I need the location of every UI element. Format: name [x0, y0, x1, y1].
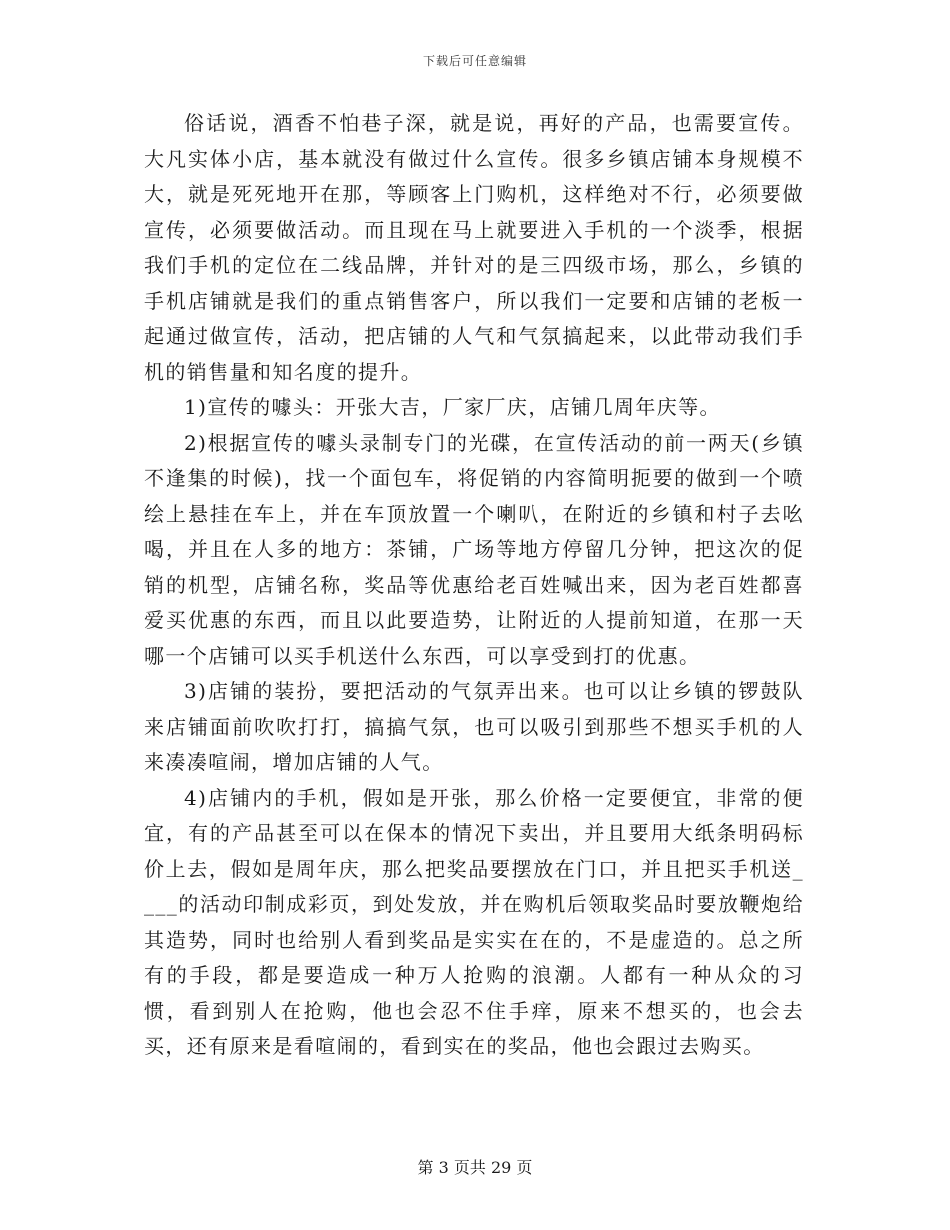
paragraph-item-1: 1)宣传的噱头：开张大吉，厂家厂庆，店铺几周年庆等。 [184, 395, 721, 419]
paragraph-item-4: 4)店铺内的手机，假如是开张，那么价格一定要便宜，非常的便宜，有的产品甚至可以在保本的情况下卖出，并且要用大纸条明码标价上去，假如是周年庆，那么把奖品要摆放在门口，并且把买手机送____的活动印制成彩页，到处发放，并在购机后领取奖品时要放鞭炮给其造势，同时也给别人看到奖品是实实在在的，不是虚造的。总之所有的手段，都是要造成一种万人抢购的浪潮。人都有一种从众的习惯，看到别人在抢购，他也会忍不住手痒，原来不想买的，也会去买，还有原来是看喧闹的，看到实在的奖品，他也会跟过去购买。 [144, 785, 804, 1058]
paragraph-item-3: 3)店铺的装扮，要把活动的气氛弄出来。也可以让乡镇的锣鼓队来店铺面前吹吹打打，搞搞气氛，也可以吸引到那些不想买手机的人来凑凑喧闹，增加店铺的人气。 [144, 679, 804, 774]
paragraph-item-2: 2)根据宣传的噱头录制专门的光碟，在宣传活动的前一两天(乡镇不逢集的时候)，找一个面包车，将促销的内容简明扼要的做到一个喷绘上悬挂在车上，并在车顶放置一个喇叭，在附近的乡镇和村子去吆喝，并且在人多的地方：茶铺，广场等地方停留几分钟，把这次的促销的机型，店铺名称，奖品等优惠给老百姓喊出来，因为老百姓都喜爱买优惠的东西，而且以此要造势，让附近的人提前知道，在那一天哪一个店铺可以买手机送什么东西，可以享受到打的优惠。 [144, 430, 804, 668]
paragraph-intro: 俗话说，酒香不怕巷子深，就是说，再好的产品，也需要宣传。大凡实体小店，基本就没有做过什么宣传。很多乡镇店铺本身规模不大，就是死死地开在那，等顾客上门购机，这样绝对不行，必须要做宣传，必须要做活动。而且现在马上就要进入手机的一个淡季，根据我们手机的定位在二线品牌，并针对的是三四级市场，那么，乡镇的手机店铺就是我们的重点销售客户，所以我们一定要和店铺的老板一起通过做宣传，活动，把店铺的人气和气氛搞起来，以此带动我们手机的销售量和知名度的提升。 [144, 111, 804, 384]
page-number: 第 3 页共 29 页 [417, 1158, 533, 1177]
page-header: 下载后可任意编辑 [422, 54, 527, 68]
document-body [144, 106, 804, 1065]
